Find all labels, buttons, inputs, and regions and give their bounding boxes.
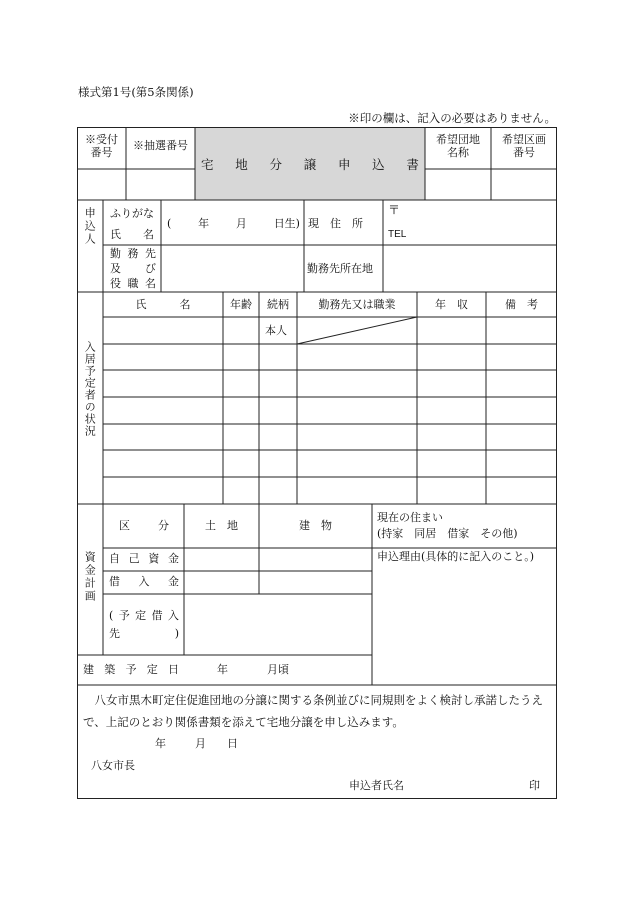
- residents-section-label: 入居予定者の状況: [83, 341, 97, 437]
- funding-category-header: 区 分: [119, 519, 169, 532]
- declaration-text: 八女市黒木町定住促進団地の分譲に関する条例並びに同規則をよく検討し承諾したうえで、上記のとおり関係書類を添えて宅地分譲を申し込みます。: [83, 693, 543, 729]
- addressee: 八女市長: [91, 759, 135, 772]
- declaration-date-day: 日: [227, 737, 238, 750]
- funding-building-header: 建 物: [299, 519, 332, 533]
- funding-section-label: 資金計画: [83, 551, 97, 603]
- applicant-signature-label: 申込者氏名: [349, 779, 404, 792]
- loan-label: 借 入 金: [109, 575, 179, 588]
- applicant-section-label: 申込人: [83, 207, 97, 246]
- furigana-label: ふりがな: [110, 207, 154, 220]
- resident-remarks-header: 備 考: [505, 297, 538, 311]
- lottery-number-label: ※抽選番号: [133, 139, 188, 152]
- construction-year: 年: [217, 663, 228, 676]
- application-form: [77, 127, 557, 799]
- seal-mark: 印: [529, 779, 540, 792]
- workplace-address-label: 勤務先所在地: [307, 262, 373, 275]
- construction-date-label: 建 築 予 定 日: [83, 663, 179, 676]
- first-resident-relation: 本人: [265, 324, 287, 337]
- current-residence-title: 現在の住まい: [377, 511, 443, 524]
- postal-mark: 〒: [388, 203, 401, 217]
- resident-occupation-header: 勤務先又は職業: [318, 297, 396, 311]
- resident-relation-header: 続柄: [267, 297, 289, 311]
- planned-lender-label: ( 予 定 借 入 先 ): [109, 609, 179, 640]
- date-of-birth: ( 年 月 日生): [167, 217, 300, 230]
- current-address-label: 現 住 所: [308, 217, 363, 230]
- declaration-date-year: 年: [155, 737, 166, 750]
- required-note: ※印の欄は、記入の必要はありません。: [348, 111, 556, 125]
- current-residence-options: (持家 同居 借家 その他): [377, 527, 518, 540]
- funding-land-header: 土 地: [205, 519, 238, 533]
- diagonal-slash: [297, 317, 417, 344]
- form-number: 様式第1号(第5条関係): [78, 85, 194, 99]
- own-funds-label: 自 己 資 金: [109, 552, 179, 565]
- desired-complex-label: 希望団地 名称: [436, 133, 480, 160]
- application-reason-label: 申込理由(具体的に記入のこと。): [377, 550, 535, 563]
- receipt-number-label: ※受付 番号: [85, 133, 118, 160]
- desired-lot-label: 希望区画 番号: [502, 133, 546, 160]
- resident-name-header: 氏 名: [135, 297, 191, 311]
- name-label: 氏 名: [110, 228, 154, 241]
- form-title: 宅 地 分 譲 申 込 書: [201, 157, 419, 172]
- resident-age-header: 年齢: [230, 297, 252, 311]
- tel-label: TEL: [388, 229, 407, 240]
- workplace-label: 勤 務 先 及 び 役 職 名: [110, 247, 156, 290]
- resident-income-header: 年 収: [435, 297, 468, 311]
- declaration-date-month: 月: [195, 737, 206, 750]
- construction-month: 月頃: [267, 663, 289, 676]
